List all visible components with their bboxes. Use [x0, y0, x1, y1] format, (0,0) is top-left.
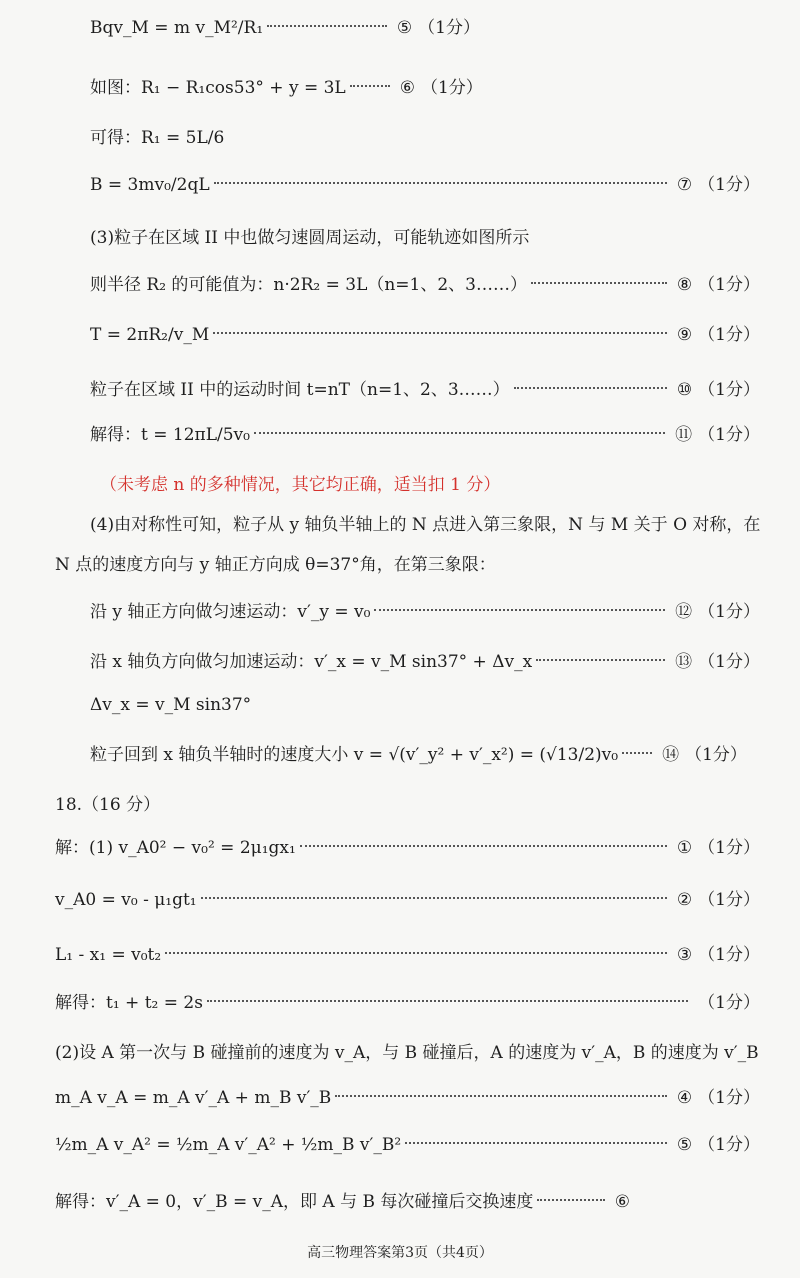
- equation-line-12: [90, 602, 760, 622]
- equation: v_A0 = v₀ - μ₁gt₁: [55, 890, 197, 910]
- equation: B = 3mv₀/2qL: [90, 175, 210, 195]
- equation-line-18-2: [55, 890, 760, 910]
- note-text: （未考虑 n 的多种情况，其它均正确，适当扣 1 分）: [100, 475, 501, 495]
- equation-line-18-6: [55, 1192, 630, 1212]
- equation: 则半径 R₂ 的可能值为：n·2R₂ = 3L（n=1、2、3……）: [90, 275, 528, 295]
- equation: 解得：t₁ + t₂ = 2s: [55, 993, 203, 1013]
- leader-dots: [374, 609, 665, 611]
- leader-dots: [267, 25, 387, 27]
- equation-line-7: [90, 175, 760, 195]
- equation-number: ⑪: [675, 425, 693, 445]
- equation: Bqv_M = m v_M²/R₁: [90, 18, 264, 38]
- equation: Δv_x = v_M sin37°: [90, 695, 252, 715]
- equation-line-13: [90, 652, 760, 672]
- score: （1分）: [698, 602, 760, 622]
- equation-line-6: [90, 78, 760, 98]
- leader-dots: [165, 952, 667, 954]
- leader-dots: [514, 387, 667, 389]
- leader-dots: [213, 332, 667, 334]
- leader-dots: [622, 752, 652, 754]
- equation-number: ⑤: [396, 18, 413, 38]
- equation-number: ④: [676, 1088, 693, 1108]
- paragraph: (4)由对称性可知，粒子从 y 轴负半轴上的 N 点进入第三象限，N 与 M 关于 O 对称，在: [90, 515, 761, 535]
- equation-number: ③: [676, 945, 693, 965]
- equation: 如图：R₁ − R₁cos53° + y = 3L: [90, 78, 346, 98]
- score: （1分）: [698, 275, 760, 295]
- score: （1分）: [698, 652, 760, 672]
- paragraph: (3)粒子在区域 II 中也做匀速圆周运动，可能轨迹如图所示: [90, 228, 530, 248]
- equation: T = 2πR₂/v_M: [90, 325, 210, 345]
- question-18-heading: [55, 795, 760, 815]
- equation-number: ⑬: [675, 652, 693, 672]
- result-line: [90, 128, 760, 148]
- score: （1分）: [698, 945, 760, 965]
- leader-dots: [537, 1199, 604, 1201]
- equation: 粒子回到 x 轴负半轴时的速度大小 v = √(v′_y² + v′_x²) = (√13/2)v₀: [90, 745, 619, 765]
- equation-line-18-result: [55, 993, 760, 1013]
- equation-line-5: [90, 18, 760, 38]
- equation: 解得：v′_A = 0，v′_B = v_A，即 A 与 B 每次碰撞后交换速度: [55, 1192, 534, 1212]
- leader-dots: [405, 1142, 667, 1144]
- equation-number: ②: [676, 890, 693, 910]
- section-4-paragraph-cont: [55, 555, 760, 575]
- equation-number: ⑫: [675, 602, 693, 622]
- equation: 解：(1) v_A0² − v₀² = 2μ₁gx₁: [55, 838, 296, 858]
- leader-dots: [201, 897, 667, 899]
- leader-dots: [207, 1000, 688, 1002]
- question-18-part-2: [55, 1043, 760, 1063]
- equation: 解得：t = 12πL/5v₀: [90, 425, 250, 445]
- leader-dots: [214, 182, 667, 184]
- leader-dots: [531, 282, 667, 284]
- score: （1分）: [698, 993, 760, 1013]
- leader-dots: [536, 659, 665, 661]
- equation-line-18-4: [55, 1088, 760, 1108]
- heading: 18.（16 分）: [55, 795, 161, 815]
- score: （1分）: [420, 78, 483, 98]
- equation: 沿 y 轴正方向做匀速运动：v′_y = v₀: [90, 602, 371, 622]
- equation: L₁ - x₁ = v₀t₂: [55, 945, 162, 965]
- equation-number: ⑨: [676, 325, 693, 345]
- equation-line-18-3: [55, 945, 760, 965]
- page-footer: [0, 1245, 800, 1262]
- deduction-note: [100, 475, 760, 495]
- equation-number: ⑥: [614, 1192, 630, 1212]
- leader-dots: [300, 845, 667, 847]
- equation-number: ⑤: [676, 1135, 693, 1155]
- score: （1分）: [418, 18, 480, 38]
- equation: ½m_A v_A² = ½m_A v′_A² + ½m_B v′_B²: [55, 1135, 402, 1155]
- score: （1分）: [698, 838, 760, 858]
- paragraph: (2)设 A 第一次与 B 碰撞前的速度为 v_A，与 B 碰撞后，A 的速度为 v′_A，B 的速度为 v′_B: [55, 1043, 759, 1063]
- equation-number: ⑭: [662, 745, 680, 765]
- score: （1分）: [698, 175, 760, 195]
- equation-number: ⑥: [399, 78, 415, 98]
- equation: 粒子在区域 II 中的运动时间 t=nT（n=1、2、3……）: [90, 380, 510, 400]
- leader-dots: [335, 1095, 667, 1097]
- equation-line-11: [90, 425, 760, 445]
- equation-delta: [90, 695, 760, 715]
- equation-number: ⑩: [676, 380, 693, 400]
- page-number: 高三物理答案第3页（共4页）: [307, 1245, 493, 1261]
- equation: 可得：R₁ = 5L/6: [90, 128, 225, 148]
- score: （1分）: [698, 425, 760, 445]
- equation-number: ⑦: [676, 175, 693, 195]
- equation-line-14: [90, 745, 760, 765]
- score: （1分）: [698, 380, 760, 400]
- section-4-paragraph: [90, 515, 790, 535]
- equation-line-18-1: [55, 838, 760, 858]
- equation: 沿 x 轴负方向做匀加速运动：v′_x = v_M sin37° + Δv_x: [90, 652, 533, 672]
- leader-dots: [254, 432, 665, 434]
- score: （1分）: [698, 1135, 760, 1155]
- equation-line-9: [90, 325, 760, 345]
- equation-line-18-5: [55, 1135, 760, 1155]
- score: （1分）: [685, 745, 747, 765]
- paragraph: N 点的速度方向与 y 轴正方向成 θ=37°角，在第三象限：: [55, 555, 496, 575]
- equation-number: ⑧: [676, 275, 693, 295]
- section-3-heading: [90, 228, 760, 248]
- leader-dots: [350, 85, 390, 87]
- equation-line-8: [90, 275, 760, 295]
- equation-line-10: [90, 380, 760, 400]
- score: （1分）: [698, 1088, 760, 1108]
- score: （1分）: [698, 325, 760, 345]
- equation-number: ①: [676, 838, 693, 858]
- score: （1分）: [698, 890, 760, 910]
- equation: m_A v_A = m_A v′_A + m_B v′_B: [55, 1088, 332, 1108]
